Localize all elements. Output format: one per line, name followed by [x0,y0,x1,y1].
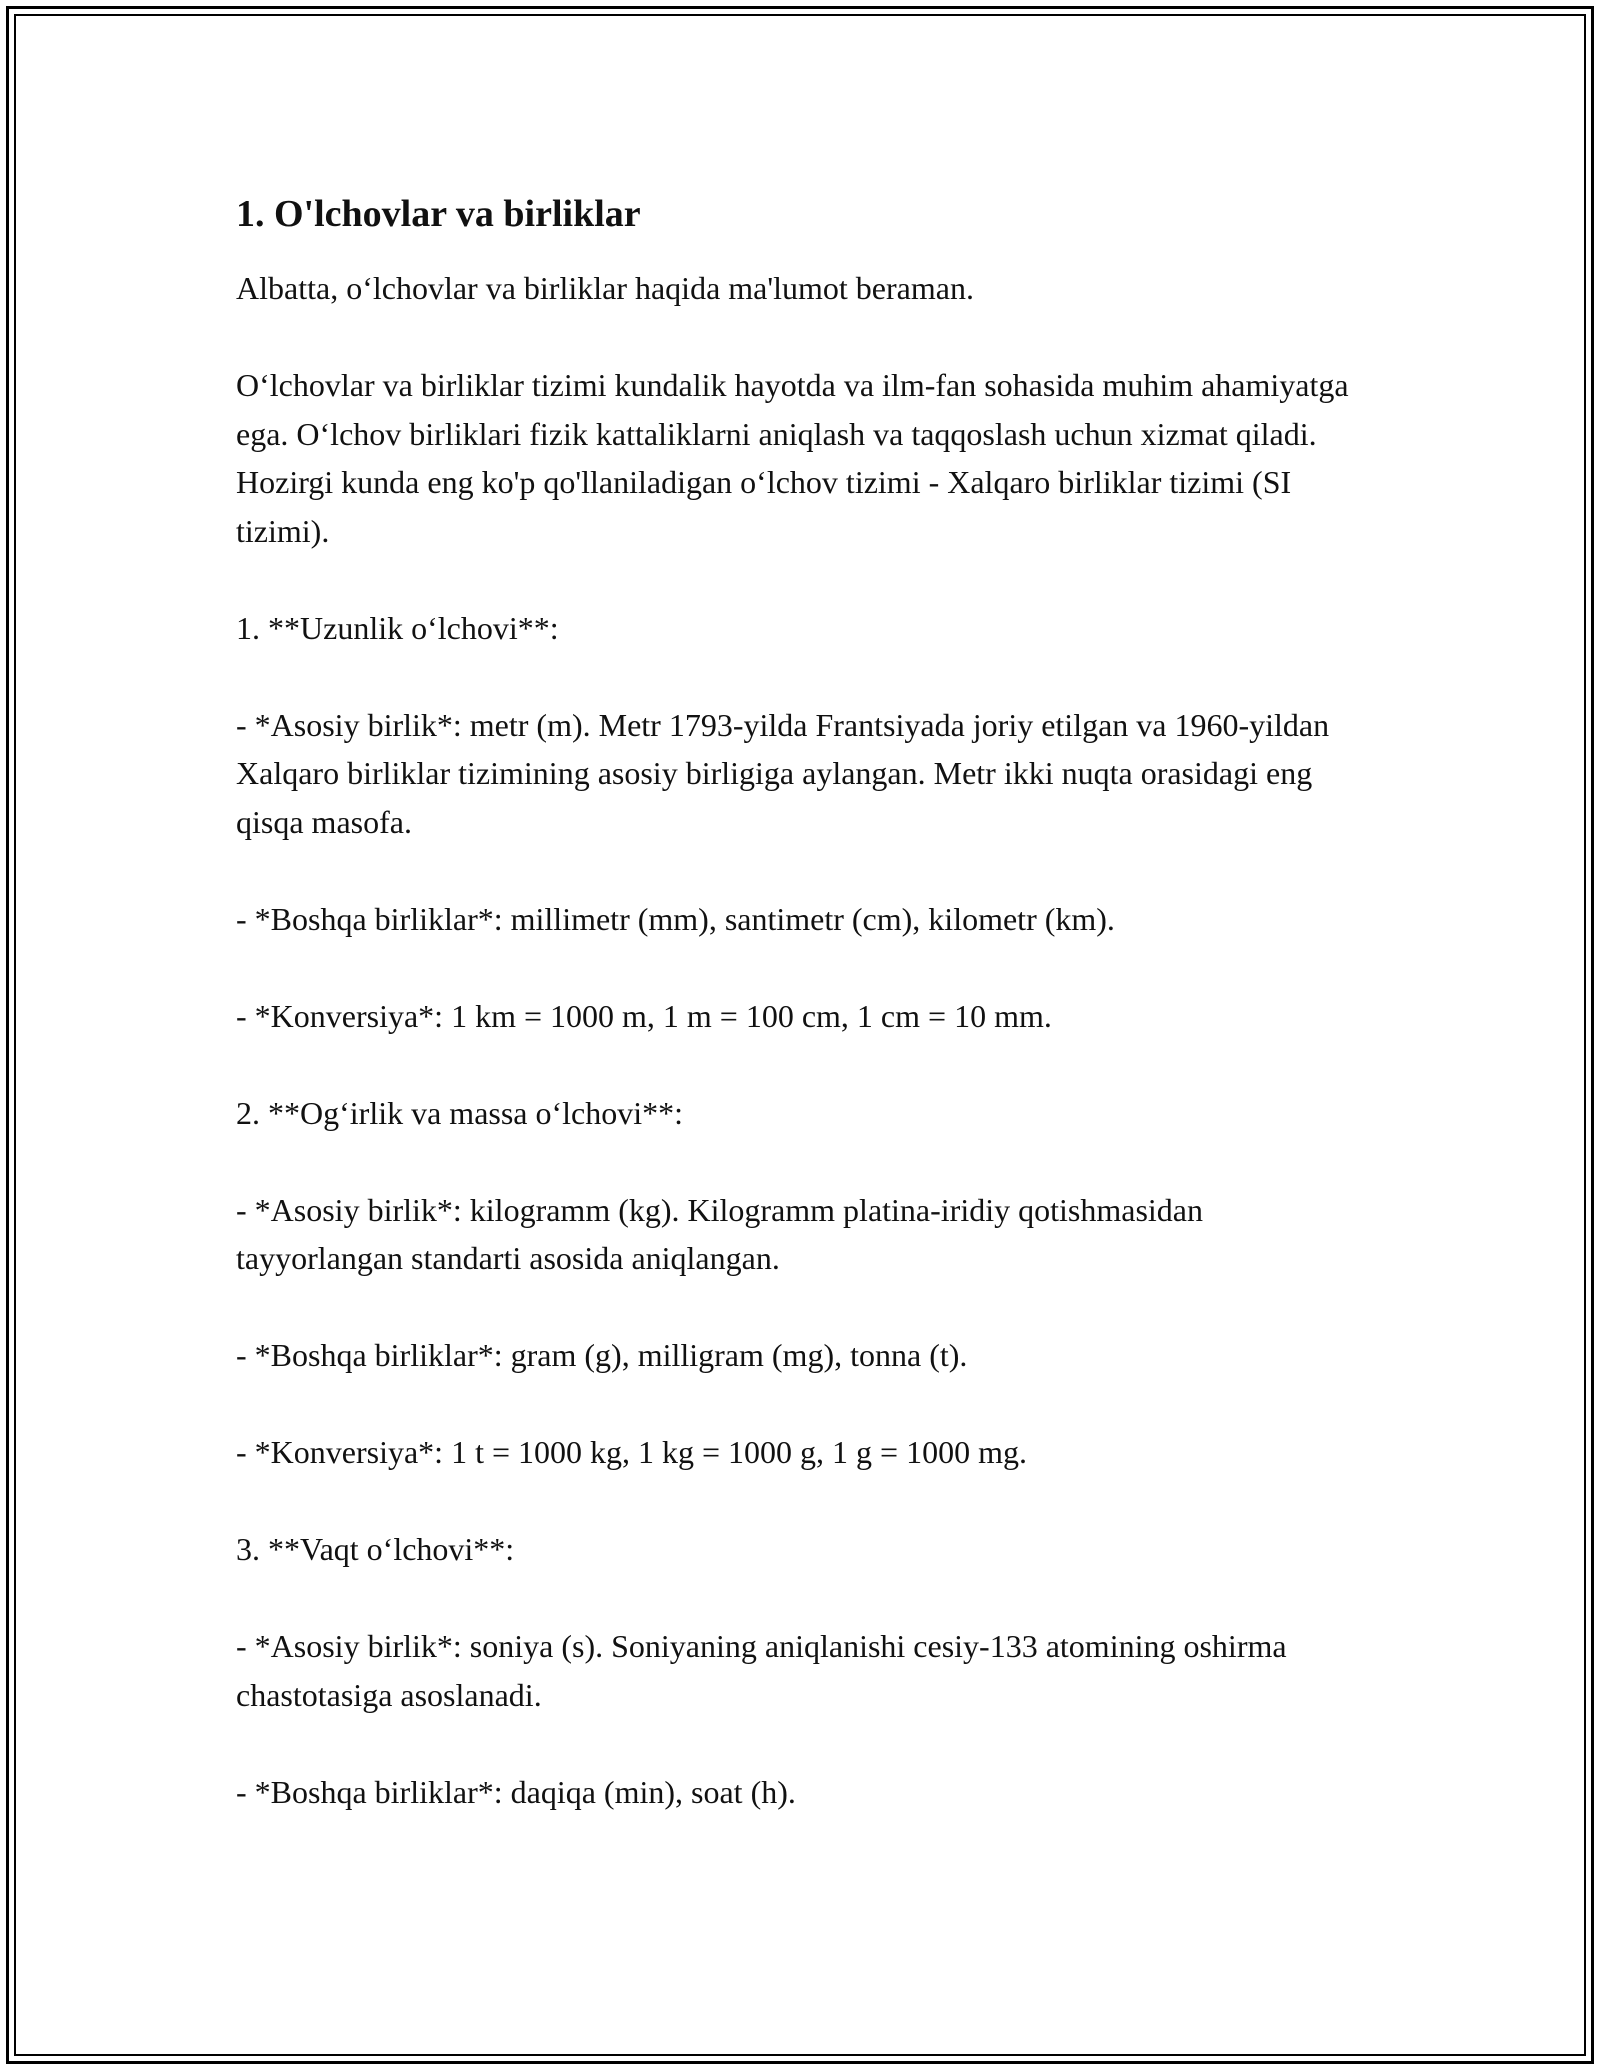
length-other-units-item: - *Boshqa birliklar*: millimetr (mm), santimetr (cm), kilometr (km). [236,900,1115,937]
length-conversion-item: - *Konversiya*: 1 km = 1000 m, 1 m = 100 cm, 1 cm = 10 mm. [236,997,1052,1034]
time-heading-item: 3. **Vaqt o‘lchovi**: [236,1531,515,1567]
section-heading: 1. O'lchovlar va birliklar [236,193,641,235]
length-heading-item: 1. **Uzunlik o‘lchovi**: [236,609,559,646]
si-system-paragraph: O‘lchovlar va birliklar tizimi kundalik hayotda va ilm-fan sohasida muhim ahamiyatga ega. O‘lchov birliklari fizik kattaliklarni aniqlash va taqqoslash uchun xizmat qiladi. Hozirgi kunda eng ko'p qo'llaniladigan o‘lchov tizimi - Xalqaro birliklar tizimi (SI tizimi). [236,367,1349,549]
time-base-unit-item: - *Asosiy birlik*: soniya (s). Soniyaning aniqlanishi cesiy-133 atomining oshirma chastotasiga asoslanadi. [236,1628,1287,1713]
mass-base-unit-item: - *Asosiy birlik*: kilogramm (kg). Kilogramm platina-iridiy qotishmasidan tayyorlangan standarti asosida aniqlangan. [236,1191,1203,1276]
time-other-units-item: - *Boshqa birliklar*: daqiqa (min), soat (h). [236,1773,796,1810]
intro-paragraph: Albatta, o‘lchovlar va birliklar haqida ma'lumot beraman. [236,270,974,306]
mass-conversion-item: - *Konversiya*: 1 t = 1000 kg, 1 kg = 1000 g, 1 g = 1000 mg. [236,1434,1027,1470]
mass-other-units-item: - *Boshqa birliklar*: gram (g), milligram (mg), tonna (t). [236,1337,968,1373]
mass-heading-item: 2. **Og‘irlik va massa o‘lchovi**: [236,1094,684,1131]
document-body [236,190,1376,1816]
length-base-unit-item: - *Asosiy birlik*: metr (m). Metr 1793-yilda Frantsiyada joriy etilgan va 1960-yildan Xalqaro birliklar tizimining asosiy birligiga aylangan. Metr ikki nuqta orasidagi eng qisqa masofa. [236,706,1330,840]
